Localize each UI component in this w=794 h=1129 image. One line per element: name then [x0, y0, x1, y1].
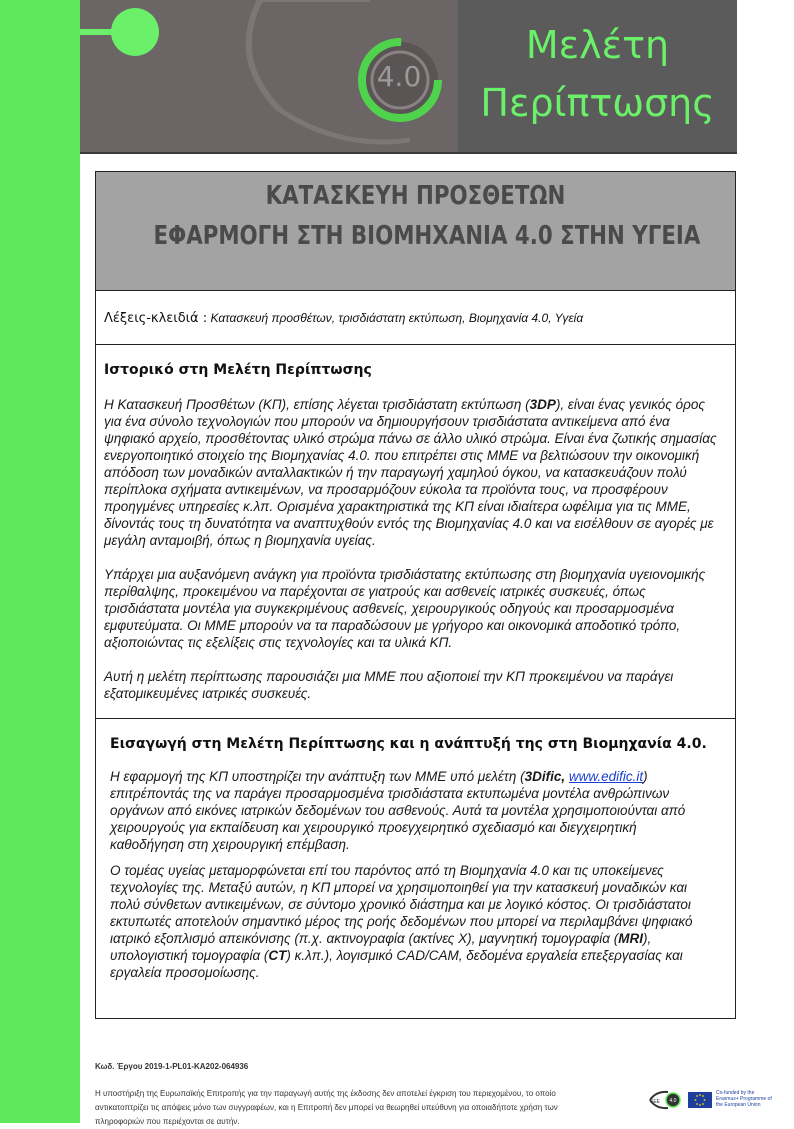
case-study-box [95, 171, 736, 1019]
green-dot-icon [111, 8, 159, 56]
see-logo-icon [648, 1089, 682, 1111]
background-heading: Ιστορικό στη Μελέτη Περίπτωσης [104, 362, 372, 378]
keywords-label: Λέξεις-κλειδιά : [104, 311, 208, 326]
eu-flag-icon [688, 1092, 712, 1108]
doc-title-line2: ΕΦΑΡΜΟΓΗ ΣΤΗ ΒΙΟΜΗΧΑΝΙΑ 4.0 ΣΤΗΝ ΥΓΕΙΑ [153, 221, 701, 251]
see-logo-badge: 4.0 [669, 1098, 677, 1104]
eu-cofunded-text: Co-funded by the Erasmus+ Programme of the European Union [716, 1090, 772, 1108]
introduction-paragraph-2: Ο τομέας υγείας μεταμορφώνεται επί του παρόντος από τη Βιομηχανία 4.0 και τις υποκείμενες τεχνολογίες της. Μεταξύ αυτών, η ΚΠ μπορεί να χρησιμοποιηθεί για την κατασκευή μοναδικών και πολύ σύνθετων αντικειμένων, σε σύντομο χρονικό διάστημα και με λογικό κόστος. Οι τρισδιάστατοι εκτυπωτές αποτελούν σημαντικό μέρος της ροής δεδομένων που μπορεί να περιλαμβάνει ψηφιακό ιατρικό εξοπλισμό απεικόνισης (π.χ. ακτινογραφία (ακτίνες Χ), μαγνητική τομογραφία (MRI), υπολογιστική τομογραφία (CT) κ.λπ.), λογισμικό CAD/CAM, δεδομένα εργαλεία επεξεργασίας και εργαλεία προσομοίωσης. [110, 863, 693, 980]
page-title-line1: Μελέτη [525, 23, 670, 67]
keywords-row [96, 290, 735, 345]
background-paragraph-1: Η Κατασκευή Προσθέτων (ΚΠ), επίσης λέγεται τρισδιάστατη εκτύπωση (3DP), είναι ένας γενικός όρος για ένα σύνολο τεχνολογιών που μπορούν να δημιουργήσουν τρισδιάστατα αντικείμενα από ένα ψηφιακό αρχείο, προσθέτοντας υλικό στρώμα πάνω σε άλλο υλικό στρώμα. Είναι ένα ζωτικής σημασίας ενεργοποιητικό στοιχείο της Βιομηχανίας 4.0. που επιτρέπει στις ΜΜΕ να βελτιώσουν την οικονομική απόδοση των μοναδικών ανταλλακτικών ή την παραγωγή χαμηλού όγκου, να κατασκευάζουν πολύ περίπλοκα σχήματα αντικειμένων, να προσαρμόζουν εύκολα τα προϊόντα τους, να προσφέρουν προηγμένες υπηρεσίες κ.λπ. Ορισμένα χαρακτηριστικά της ΚΠ είναι ιδιαίτερα ωφέλιμα για τις ΜΜΕ, δίνοντάς τους τη δυνατότητα να αναπτυχθούν εντός της Βιομηχανίας 4.0 και να εισέλθουν σε αγορές με μεγάλη ανταμοιβή, όπως η βιομηχανία υγείας. [104, 397, 717, 548]
doc-title-band [96, 172, 735, 291]
left-green-stripe [0, 0, 80, 1123]
page-title [458, 16, 737, 132]
header-title-panel [458, 0, 737, 152]
badge-text: 4.0 [376, 60, 422, 93]
introduction-paragraph-1: Η εφαρμογή της ΚΠ υποστηρίζει την ανάπτυξη των ΜΜΕ υπό μελέτη (3Dific, www.edific.it) επιτρέποντάς της να παράγει προσαρμοσμένα τρισδιάστατα εκτυπωμένα μοντέλα ανθρώπινων οργάνων από εικόνες ιατρικών δεδομένων του ασθενούς. Αυτά τα μοντέλα χρησιμοποιούνται από χειρουργούς για εκπαίδευση και χειρουργικό προεγχειρητικό σχεδιασμό και διεγχειρητική καθοδήγηση στη χειρουργική επέμβαση. [110, 769, 686, 852]
background-section [96, 344, 735, 719]
keywords-value: Κατασκευή προσθέτων, τρισδιάστατη εκτύπωση, Βιομηχανία 4.0, Υγεία [207, 311, 584, 325]
header-graphic [80, 0, 458, 152]
header-divider [80, 152, 737, 154]
introduction-heading: Εισαγωγή στη Μελέτη Περίπτωσης και η ανάπτυξή της στη Βιομηχανία 4.0. [110, 736, 707, 752]
doc-title-line1: ΚΑΤΑΣΚΕΥΗ ΠΡΟΣΘΕΤΩΝ [265, 181, 566, 211]
introduction-section [96, 718, 735, 1018]
see-logo-text: SEE [650, 1099, 661, 1105]
eu-disclaimer: Η υποστήριξη της Ευρωπαϊκής Επιτροπής για την παραγωγή αυτής της έκδοσης δεν αποτελεί έγκριση του περιεχομένου, το οποίο αντικατοπτρίζει τις απόψεις μόνο των συγγραφέων, και η Επιτροπή δεν μπορεί να θεωρηθεί υπεύθυνη για οποιαδήποτε χρήση των πληροφοριών που περιέχονται σε αυτήν. [95, 1089, 558, 1126]
project-code: Κωδ. Έργου 2019-1-PL01-KA202-064936 [95, 1062, 249, 1071]
edific-link[interactable]: www.edific.it [568, 769, 644, 784]
background-paragraph-3: Αυτή η μελέτη περίπτωσης παρουσιάζει μια ΜΜΕ που αξιοποιεί την ΚΠ προκειμένου να παράγει εξατομικευμένες ιατρικές συσκευές. [104, 669, 674, 701]
background-paragraph-2: Υπάρχει μια αυξανόμενη ανάγκη για προϊόντα τρισδιάστατης εκτύπωσης στη βιομηχανία υγειονομικής περίθαλψης, προκειμένου να παρέχονται σε γιατρούς και ασθενείς ιατρικές συσκευές, όπως τρισδιάστατα μοντέλα για συγκεκριμένους ασθενείς, χειρουργικούς οδηγούς και προσαρμοσμένα εμφυτεύματα. Οι ΜΜΕ μπορούν να τα παραδώσουν με γρήγορο και οικονομικά αποδοτικό τρόπο, αξιοποιώντας τις εξελίξεις στις τεχνολογίες και τα υλικά ΚΠ. [104, 567, 706, 650]
page-title-line2: Περίπτωσης [480, 81, 715, 125]
keywords [104, 310, 583, 326]
